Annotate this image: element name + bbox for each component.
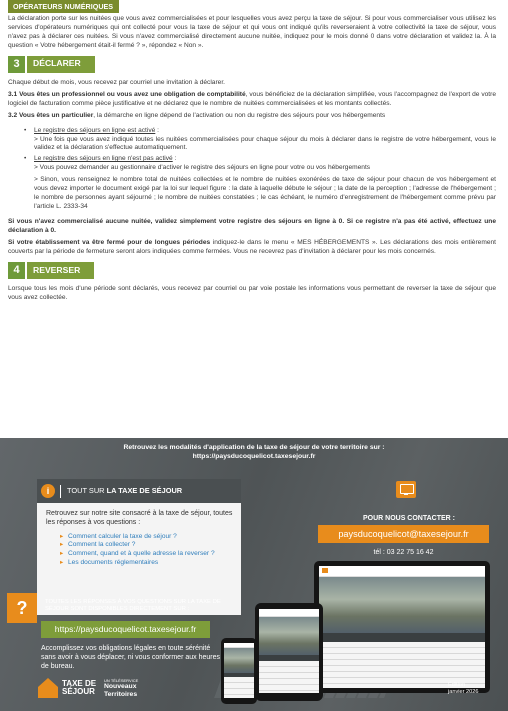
site-content	[319, 642, 485, 688]
site-hero-photo	[259, 617, 319, 656]
section-3-1-bold: 3.1 Vous êtes un professionnel ou vous avez une obligation de comptabilité	[8, 90, 246, 98]
logo-line-2: SÉJOUR	[62, 687, 95, 696]
contact-email[interactable]: paysducoquelicot@taxesejour.fr	[318, 525, 489, 543]
list-item[interactable]: ▸ Les documents réglementaires	[60, 559, 236, 568]
monitor-device	[314, 561, 490, 693]
fermeture-rest: indiquez-le dans le menu « MES HÉBERGEMENTS ». Les déclarations des mois entièrement couverts par la période de fermeture seront alors indiquées comme fermées. Vous ne recevrez pas d'invitation à déclarer pour les mois concernés.	[8, 239, 497, 256]
operateurs-text: La déclaration porte sur les nuitées que vous avez commercialisées et pour lesquelles vous avez perçu la taxe de séjour. Si pour vous commercialiser vous utilisez les services d'opérateurs numériques qui ont collecté pour vous la taxe de séjour et qui vous ont indiqué qu'ils reverseraient à votre collectivité la taxe de séjour, vous n'avez pas à déclarer ces nuitées. Si vous n'avez commercialisé directement aucune nuitée, indiquez pour le mois donné 0 dans votre déclaration et validez la. À la question « Votre hébergement était-il fermé ? », répondez « Non ».	[8, 14, 496, 49]
site-header	[259, 609, 319, 617]
section-4-title: REVERSER	[27, 262, 94, 279]
site-hero-photo	[224, 648, 254, 673]
section-3-2-text: , la démarche en ligne dépend de l'activation ou non du registre des séjours pour vos hébergements	[93, 111, 386, 119]
info-intro: Retrouvez sur notre site consacré à la taxe de séjour, toutes les réponses à vos questions :	[46, 510, 233, 527]
item2-text-1: > Vous pouvez demander au gestionnaire d'activer le registre des séjours en ligne pour votre ou vos hébergements	[34, 164, 371, 172]
phone-device	[221, 638, 257, 704]
questions-text: TOUTES LES RÉPONSES À VOS QUESTIONS SUR LA TAXE DE SÉJOUR SONT DISPONIBLES DIRECTEMENT SUR :	[45, 599, 221, 613]
edition-note	[448, 682, 478, 695]
item1-text: > Une fois que vous avez indiqué toutes les nuitées commercialisées pour chaque séjour du mois à déclarer dans le registre de votre hébergement, vous le validez et la déclaration s'effectue automatiquement.	[34, 135, 496, 152]
site-hero-photo	[319, 577, 485, 633]
logo2-small: UN TÉLÉSERVICE	[104, 678, 139, 683]
info-card	[37, 479, 241, 615]
tablet-screen	[259, 609, 319, 693]
nouveaux-territoires-logo	[104, 679, 138, 698]
info-question-list	[60, 533, 236, 567]
phone-screen	[224, 643, 254, 698]
fermeture-bold: Si votre établissement va être fermé pour de longues périodes	[8, 239, 211, 247]
item2-text-2: > Sinon, vous renseignez le nombre total de nuitées collectées et le nombre de nuitées exonérées de taxe de séjour pour chacun de vos hébergement et vous devez importer le document exigé par la loi sur lequel figure : la date à laquelle débute le séjour ; la date de la perception ; l'adresse de l'hébergement ; le nombre de personnes ayant séjourné ; le nombre de nuitées constatées ; le cas échéant, le numéro d'enregistrement de l'hébergement comme prévu par l'article L. 2333-34	[34, 176, 496, 211]
info-title-prefix: TOUT SUR	[67, 485, 107, 495]
logo-text	[62, 680, 96, 697]
site-url-link[interactable]: https://paysducoquelicot.taxesejour.fr	[41, 621, 210, 638]
taxe-sejour-logo	[38, 678, 96, 698]
list-item	[28, 127, 496, 154]
logo-line-1: TAXE DE	[62, 678, 97, 688]
list-item[interactable]: ▸ Comment la collecter ?	[60, 541, 236, 550]
monitor-screen	[319, 566, 485, 688]
contact-phone: tél : 03 22 75 16 42	[373, 549, 434, 556]
edition-line-1: Édition	[448, 682, 466, 688]
info-card-title	[67, 486, 182, 496]
registre-list	[28, 127, 496, 213]
section-3-title: DÉCLARER	[27, 56, 95, 73]
list-item	[28, 155, 496, 212]
operateurs-heading: OPÉRATEURS NUMÉRIQUES	[8, 0, 119, 13]
edition-line-2: janvier 2026	[448, 688, 479, 695]
list-item[interactable]: ▸ Comment calculer la taxe de séjour ?	[60, 533, 236, 542]
retro-banner	[0, 443, 508, 461]
section-3-1	[8, 91, 496, 109]
item1-title: Le registre des séjours en ligne est activé	[34, 126, 156, 134]
info-title-bold: LA TAXE DE SÉJOUR	[106, 485, 183, 495]
item2-title: Le registre des séjours en ligne n'est pas activé	[34, 155, 173, 163]
section-3-intro: Chaque début de mois, vous recevez par courriel une invitation à déclarer.	[8, 78, 225, 86]
section-3-2	[8, 112, 496, 121]
section-3-1-text: , vous bénéficiez de la déclaration simplifiée, vous l'accompagnez de l'export de votre logiciel de facturation comme pièce justificative et ne déclarez que le nombre de nuitées commercialisées et les montants collectés.	[8, 90, 496, 107]
logo2-line-1: Nouveaux	[104, 683, 137, 691]
item2-colon: :	[172, 155, 177, 163]
house-icon	[38, 678, 58, 698]
question-icon: ?	[7, 593, 37, 623]
item1-colon: :	[155, 126, 159, 134]
fermeture-text	[8, 239, 496, 257]
contact-title: POUR NOUS CONTACTER :	[362, 515, 456, 522]
site-content	[224, 677, 254, 698]
site-logo-mark	[322, 568, 328, 573]
info-icon: i	[41, 484, 55, 498]
tablet-device	[255, 603, 323, 701]
list-item[interactable]: ▸ Comment, quand et à quelle adresse la reverser ?	[60, 550, 236, 559]
retro-link[interactable]: https://paysducoquelicot.taxesejour.fr	[192, 453, 316, 461]
site-header	[319, 566, 485, 577]
accomplish-text: Accomplissez vos obligations légales en toute sérénité sans avoir à vous déplacer, ni vous conformer aux heures de bureau.	[41, 645, 220, 671]
section-3-2-bold: 3.2 Vous êtes un particulier	[8, 111, 94, 119]
zero-declaration	[8, 218, 496, 236]
zero-declaration-bold: Si vous n'avez commercialisé aucune nuitée, validez simplement votre registre des séjours en ligne à 0. Si ce registre n'a pas été activé, effectuez une déclaration à 0.	[8, 218, 496, 235]
info-card-body	[46, 509, 236, 567]
divider	[60, 485, 61, 498]
site-menu-band	[319, 633, 485, 642]
section-3-header	[8, 56, 496, 73]
retro-line-1: Retrouvez les modalités d'application de la taxe de séjour de votre territoire sur :	[123, 444, 385, 451]
section-4-number: 4	[8, 262, 25, 279]
info-card-header	[37, 479, 241, 503]
logo2-line-2: Territoires	[104, 690, 138, 698]
footer-panel	[0, 438, 508, 711]
section-4-text: Lorsque tous les mois d'une période sont déclarés, vous recevez par courriel ou par voie postale les informations vous permettant de reverser la taxe de séjour que vous avez collectée.	[8, 284, 496, 301]
computer-icon	[396, 481, 416, 498]
site-content	[259, 661, 319, 693]
section-3-number: 3	[8, 56, 25, 73]
section-4-header	[8, 262, 496, 279]
